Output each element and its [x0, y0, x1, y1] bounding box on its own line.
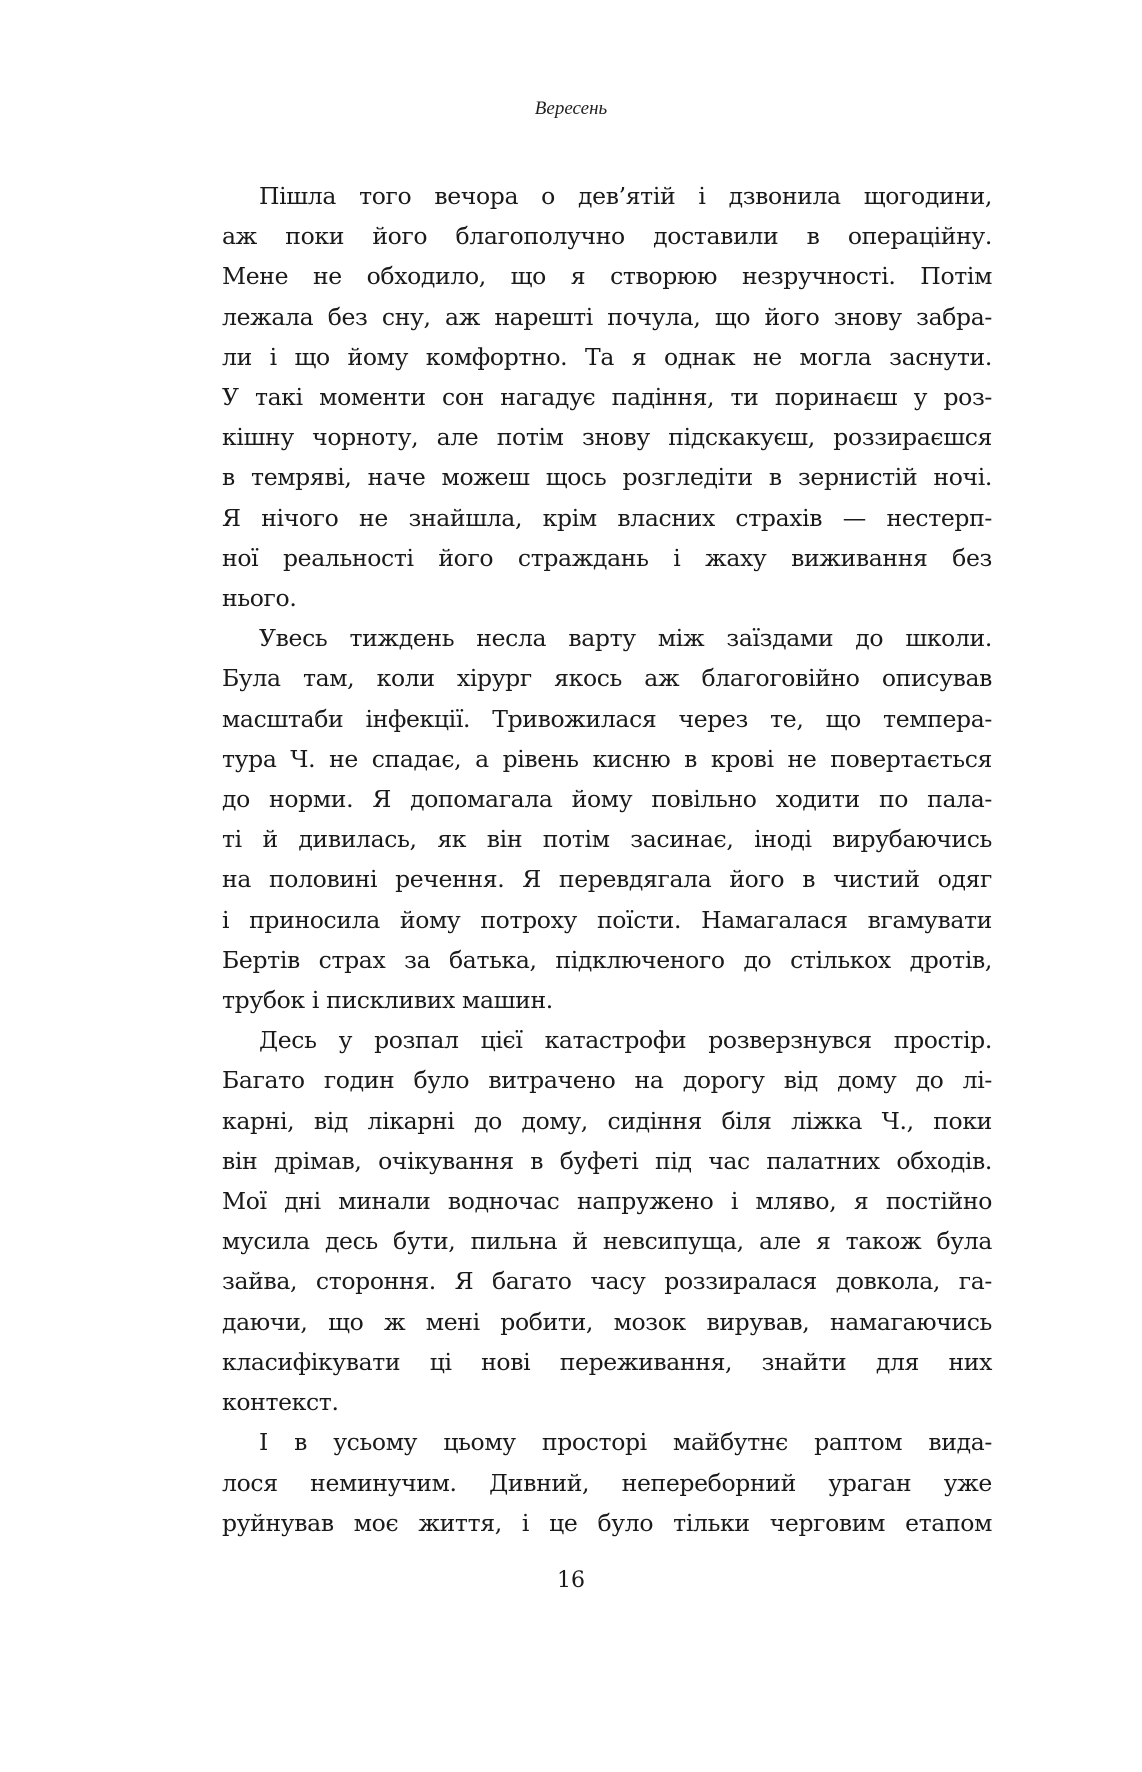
text-line: зайва, стороння. Я багато часу роззиралася довкола, га- — [222, 1267, 992, 1296]
text-line: Була там, коли хірург якось аж благоговійно описував — [222, 664, 992, 693]
text-line: Я нічого не знайшла, крім власних страхів — нестерп- — [222, 503, 992, 532]
text-line: мусила десь бути, пильна й невсипуща, але я також була — [222, 1227, 992, 1256]
text-line: Десь у розпал цієї катастрофи розверзнувся простір. — [259, 1026, 992, 1055]
text-line: він дрімав, очікування в буфеті під час палатних обходів. — [222, 1146, 992, 1175]
body-text — [222, 176, 992, 1543]
text-line: тура Ч. не спадає, а рівень кисню в крові не повертається — [222, 744, 992, 773]
text-line: руйнував моє життя, і це було тільки черговим етапом — [222, 1508, 992, 1537]
text-line: аж поки його благополучно доставили в операційну. — [222, 222, 992, 251]
text-line: на половині речення. Я перевдягала його в чистий одяг — [222, 865, 992, 894]
text-line: класифікувати ці нові переживання, знайти для них — [222, 1347, 992, 1376]
text-line: трубок і пискливих машин. — [222, 986, 553, 1015]
text-line: контекст. — [222, 1388, 339, 1417]
paragraph — [222, 176, 992, 618]
text-line: ної реальності його страждань і жаху виживання без — [222, 543, 992, 572]
paragraph — [222, 1422, 992, 1543]
page-number: 16 — [557, 1568, 585, 1593]
text-line: до норми. Я допомагала йому повільно ходити по пала- — [222, 785, 992, 814]
text-line: даючи, що ж мені робити, мозок вирував, намагаючись — [222, 1307, 992, 1336]
text-line: І в усьому цьому просторі майбутнє раптом вида- — [259, 1428, 992, 1457]
text-line: Бертів страх за батька, підключеного до стількох дротів, — [222, 945, 992, 974]
text-line: лося неминучим. Дивний, непереборний ураган уже — [222, 1468, 992, 1497]
running-head: Вересень — [534, 98, 608, 119]
text-line: масштаби інфекції. Тривожилася через те, що темпера- — [222, 704, 992, 733]
text-line: Увесь тиждень несла варту між заїздами до школи. — [259, 624, 992, 653]
text-line: в темряві, наче можеш щось розгледіти в зернистій ночі. — [222, 463, 992, 492]
text-line: У такі моменти сон нагадує падіння, ти поринаєш у роз- — [222, 383, 992, 412]
text-line: нього. — [222, 584, 297, 613]
text-line: карні, від лікарні до дому, сидіння біля ліжка Ч., поки — [222, 1106, 992, 1135]
text-line: кішну чорноту, але потім знову підскакуєш, роззираєшся — [222, 423, 992, 452]
text-line: Пішла того вечора о дев’ятій і дзвонила щогодини, — [259, 182, 992, 210]
text-line: Мої дні минали водночас напружено і мляво, я постійно — [222, 1187, 992, 1216]
paragraph — [222, 618, 992, 1020]
text-line: ті й дивилась, як він потім засинає, іноді вирубаючись — [222, 825, 992, 854]
text-line: і приносила йому потроху поїсти. Намагалася вгамувати — [222, 905, 992, 934]
paragraph — [222, 1020, 992, 1422]
text-line: лежала без сну, аж нарешті почула, що його знову забра- — [222, 302, 992, 331]
text-line: ли і що йому комфортно. Та я однак не могла заснути. — [222, 342, 992, 371]
text-line: Багато годин було витрачено на дорогу від дому до лі- — [222, 1066, 992, 1095]
text-line: Мене не обходило, що я створюю незручності. Потім — [222, 262, 992, 291]
